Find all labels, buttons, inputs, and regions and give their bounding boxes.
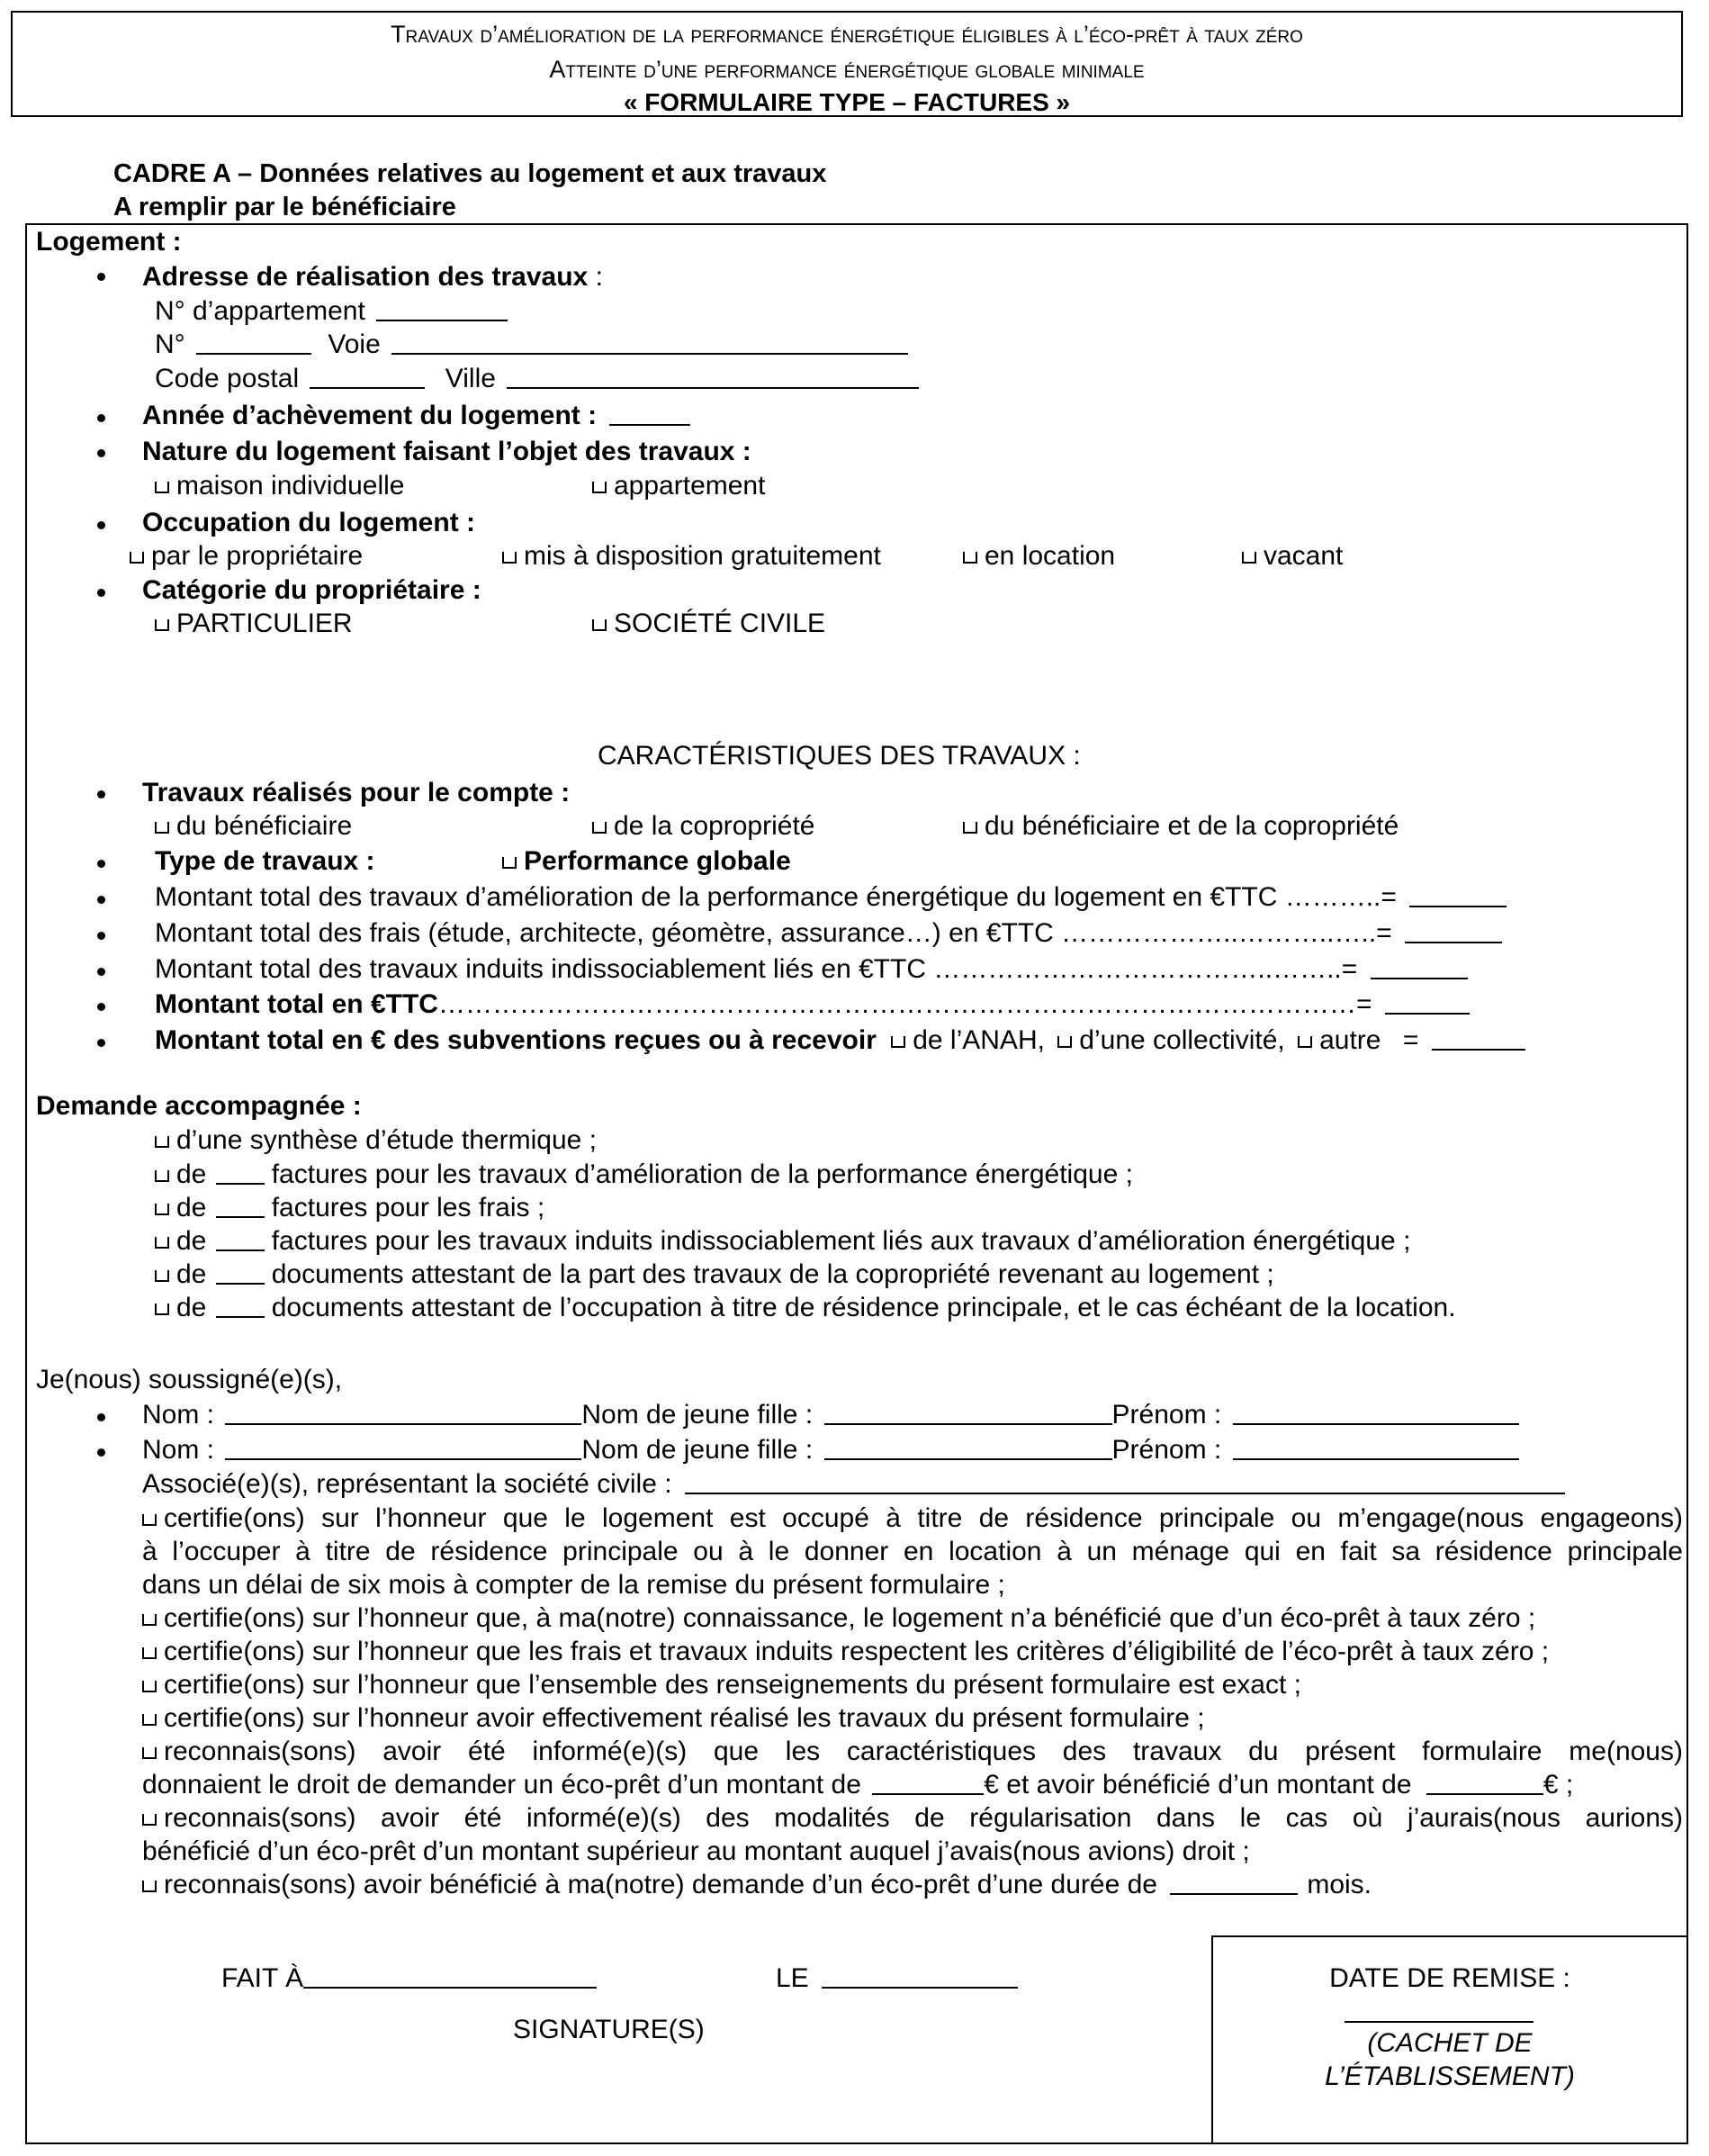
checkbox-icon	[155, 619, 169, 631]
num-label: N°	[155, 329, 185, 359]
voie-row	[155, 331, 908, 358]
checkbox-icon	[142, 1514, 157, 1526]
montant-beneficie-field[interactable]	[1426, 1772, 1543, 1795]
demande-docs-occupation[interactable]: de documents attestant de l’occupation à titre de résidence principale, et le cas échéant de la location.	[155, 1295, 1456, 1322]
occ-opt-vacant[interactable]: vacant	[1242, 543, 1343, 570]
cert-residence-l1[interactable]: certifie(ons) sur l’honneur que le logement est occupé à titre de résidence principale ou m’engage(nous engageons)	[142, 1505, 1683, 1532]
ville-label: Ville	[445, 364, 496, 393]
fait-a-label: FAIT À	[221, 1963, 304, 1993]
checkbox-icon	[130, 552, 144, 564]
montant-droit-label: donnaient le droit de demander un éco-prêt d’un montant de	[142, 1770, 861, 1800]
bullet	[97, 896, 105, 904]
occ-opt-proprietaire[interactable]: par le propriétaire	[130, 543, 363, 570]
bullet	[97, 273, 105, 281]
cert-exact[interactable]: certifie(ons) sur l’honneur que l’ensemble des renseignements du présent formulaire est exact ;	[142, 1672, 1301, 1699]
header-line-2: Atteinte d’une performance énergétique globale minimale	[549, 56, 1145, 83]
bullet	[97, 790, 105, 798]
checkbox-icon	[142, 1814, 157, 1826]
montant-total-row	[155, 991, 1470, 1018]
categorie-label: Catégorie du propriétaire :	[142, 575, 481, 605]
montant-frais-field[interactable]	[1405, 920, 1502, 943]
compte-opt-both[interactable]: du bénéficiaire et de la copropriété	[963, 813, 1399, 840]
cp-row	[155, 365, 919, 392]
checkbox-icon	[592, 619, 607, 631]
checkbox-icon	[155, 1304, 169, 1315]
checkbox-icon	[155, 1204, 169, 1215]
cp-label: Code postal	[155, 364, 300, 393]
checkbox-icon	[1298, 1036, 1312, 1048]
subventions-eq: =	[1402, 1025, 1419, 1055]
annee-row	[142, 402, 690, 429]
montant-induits-label: Montant total des travaux induits indissociablement liés en €TTC ………………………………..……..=	[155, 954, 1358, 984]
voie-field[interactable]	[391, 331, 908, 355]
checkbox-icon	[1057, 1036, 1072, 1048]
njf-label: Nom de jeune fille :	[581, 1400, 814, 1430]
section-travaux-title: CARACTÉRISTIQUES DES TRAVAUX :	[598, 741, 1081, 771]
bullet	[97, 1003, 105, 1011]
count-field[interactable]	[216, 1228, 265, 1251]
cert-residence-l2: à l’occuper à titre de résidence principale ou à le donner en location à un ménage qui en fait sa résidence principale	[142, 1537, 1683, 1566]
subv-opt-autre[interactable]: autre	[1298, 1025, 1381, 1055]
montant-induits-field[interactable]	[1371, 956, 1468, 979]
checkbox-icon	[502, 857, 517, 869]
le-row	[776, 1965, 1018, 1992]
prenom-label: Prénom :	[1111, 1435, 1222, 1465]
bullet	[97, 521, 105, 529]
checkbox-icon	[142, 1681, 157, 1692]
date-remise-line[interactable]	[1345, 2021, 1534, 2023]
cat-opt-particulier[interactable]: PARTICULIER	[155, 610, 353, 637]
bullet	[97, 449, 105, 457]
njf-field[interactable]	[824, 1437, 1112, 1460]
apt-field[interactable]	[376, 298, 508, 321]
cadre-title: CADRE A – Données relatives au logement et aux travaux	[113, 159, 827, 188]
montant-total-field[interactable]	[1385, 991, 1470, 1015]
reconnais-duree[interactable]: reconnais(sons) avoir bénéficié à ma(notre) demande d’un éco-prêt d’une durée de mois.	[142, 1872, 1372, 1899]
reconnais-montant-l2	[142, 1772, 1573, 1799]
montant-frais-label: Montant total des frais (étude, architecte, géomètre, assurance…) en €TTC ………………..………..…..=	[155, 918, 1392, 948]
section-demande-title: Demande accompagnée :	[36, 1091, 362, 1121]
checkbox-icon	[963, 552, 977, 564]
apt-label: N° d’appartement	[155, 296, 365, 326]
le-label: LE	[776, 1963, 809, 1993]
cadre-subtitle: A remplir par le bénéficiaire	[113, 193, 456, 221]
checkbox-icon	[1242, 552, 1256, 564]
checkbox-icon	[155, 482, 169, 493]
checkbox-icon	[891, 1036, 905, 1048]
fait-a-field[interactable]	[303, 1965, 597, 1989]
checkbox-icon	[155, 1170, 169, 1182]
declaration-intro: Je(nous) soussigné(e)(s),	[36, 1365, 343, 1394]
checkbox-icon	[155, 1270, 169, 1282]
checkbox-icon	[155, 1136, 169, 1148]
prenom-field[interactable]	[1233, 1402, 1519, 1425]
demande-factures-frais[interactable]: de factures pour les frais ;	[155, 1195, 544, 1222]
section-logement-title: Logement :	[36, 227, 182, 257]
num-field[interactable]	[196, 331, 311, 355]
bullet	[97, 932, 105, 940]
cert-realise[interactable]: certifie(ons) sur l’honneur avoir effectivement réalisé les travaux du présent formulaire ;	[142, 1705, 1205, 1732]
demande-factures-induits[interactable]: de factures pour les travaux induits indissociablement liés aux travaux d’amélioration énergétique ;	[155, 1228, 1410, 1255]
nom-field[interactable]	[225, 1402, 581, 1425]
checkbox-icon	[592, 482, 607, 493]
subventions-label: Montant total en € des subventions reçues ou à recevoir	[155, 1025, 877, 1055]
checkbox-icon	[155, 822, 169, 834]
checkbox-icon	[502, 552, 517, 564]
annee-field[interactable]	[609, 402, 690, 426]
montant-induits-row	[155, 956, 1468, 983]
montant-travaux-field[interactable]	[1409, 884, 1507, 907]
count-field[interactable]	[216, 1295, 265, 1318]
bullet	[97, 968, 105, 976]
bullet	[97, 1413, 105, 1421]
date-field[interactable]	[822, 1965, 1018, 1989]
prenom-label: Prénom :	[1111, 1400, 1222, 1430]
montant-total-dots: …………………………………………………………………………………………=	[437, 989, 1372, 1019]
checkbox-icon	[963, 822, 977, 834]
identity-row-1	[142, 1402, 1519, 1429]
checkbox-icon	[155, 1237, 169, 1249]
type-label: Type de travaux :	[155, 846, 375, 876]
bullet	[97, 1448, 105, 1457]
bullet	[97, 414, 105, 422]
signatures-label: SIGNATURE(S)	[513, 2015, 705, 2044]
reconnais-regularisation-l1[interactable]: reconnais(sons) avoir été informé(e)(s) des modalités de régularisation dans le cas où j’aurais(nous aurions)	[142, 1805, 1683, 1832]
nature-opt-maison[interactable]: maison individuelle	[155, 473, 404, 500]
type-opt-performance-globale[interactable]: Performance globale	[502, 848, 791, 875]
montant-travaux-row	[155, 884, 1507, 911]
compte-label: Travaux réalisés pour le compte :	[142, 778, 571, 807]
checkbox-icon	[142, 1714, 157, 1726]
fait-a-row	[221, 1965, 597, 1992]
associe-label: Associé(e)(s), représentant la société civile :	[142, 1469, 672, 1499]
checkbox-icon	[142, 1647, 157, 1659]
identity-row-2	[142, 1437, 1519, 1464]
cat-opt-societe-civile[interactable]: SOCIÉTÉ CIVILE	[592, 610, 825, 637]
compte-opt-beneficiaire[interactable]: du bénéficiaire	[155, 813, 352, 840]
subventions-field[interactable]	[1432, 1027, 1525, 1051]
ville-field[interactable]	[507, 365, 919, 389]
associe-row	[142, 1471, 1565, 1498]
montant-beneficie-label: € et avoir bénéficié d’un montant de	[984, 1770, 1412, 1800]
duree-field[interactable]	[1170, 1872, 1298, 1895]
cert-unique-pret[interactable]: certifie(ons) sur l’honneur que, à ma(notre) connaissance, le logement n’a bénéficié que d’un éco-prêt à taux zéro ;	[142, 1605, 1535, 1632]
checkbox-icon	[142, 1747, 157, 1759]
nature-label: Nature du logement faisant l’objet des travaux :	[142, 437, 751, 466]
occ-opt-gratuit[interactable]: mis à disposition gratuitement	[502, 543, 881, 570]
subv-opt-collectivite[interactable]: d’une collectivité,	[1057, 1025, 1284, 1055]
subventions-row	[155, 1027, 1525, 1054]
nom-label: Nom :	[142, 1435, 215, 1465]
cert-residence-l3: dans un délai de six mois à compter de la remise du présent formulaire ;	[142, 1570, 1005, 1600]
adresse-label: Adresse de réalisation des travaux :	[142, 262, 603, 292]
occ-opt-location[interactable]: en location	[963, 543, 1115, 570]
bullet	[97, 589, 105, 597]
checkbox-icon	[142, 1881, 157, 1892]
montant-droit-field[interactable]	[872, 1772, 984, 1795]
montant-total-label: Montant total en €TTC	[155, 989, 438, 1019]
cp-field[interactable]	[310, 365, 425, 389]
njf-field[interactable]	[824, 1402, 1112, 1425]
cachet-line-2: L’ÉTABLISSEMENT)	[1325, 2061, 1575, 2091]
form-header	[11, 11, 1683, 117]
demande-docs-copropriete[interactable]: de documents attestant de la part des travaux de la copropriété revenant au logement ;	[155, 1261, 1274, 1288]
header-line-3: « FORMULAIRE TYPE – FACTURES »	[623, 88, 1071, 116]
demande-synthese[interactable]: d’une synthèse d’étude thermique ;	[155, 1127, 597, 1154]
occupation-label: Occupation du logement :	[142, 508, 476, 537]
associe-field[interactable]	[685, 1471, 1565, 1494]
montant-travaux-label: Montant total des travaux d’amélioration de la performance énergétique du logement en €TTC ………..=	[155, 882, 1397, 912]
montant-frais-row	[155, 920, 1502, 947]
cert-criteres[interactable]: certifie(ons) sur l’honneur que les frais et travaux induits respectent les critères d’éligibilité de l’éco-prêt à taux zéro ;	[142, 1638, 1549, 1665]
cachet-line-1: (CACHET DE	[1367, 2028, 1533, 2058]
header-line-1: Travaux d’amélioration de la performance énergétique éligibles à l’éco-prêt à taux zéro	[391, 21, 1303, 48]
subv-opt-anah[interactable]: de l’ANAH,	[891, 1025, 1045, 1055]
prenom-field[interactable]	[1233, 1437, 1519, 1460]
checkbox-icon	[592, 822, 607, 834]
count-field[interactable]	[216, 1261, 265, 1285]
bullet	[97, 860, 105, 868]
njf-label: Nom de jeune fille :	[581, 1435, 814, 1465]
date-remise-label: DATE DE REMISE :	[1329, 1963, 1570, 1993]
reconnais-regularisation-l2: bénéficié d’un éco-prêt d’un montant supérieur au montant auquel j’avais(nous avions) droit ;	[142, 1836, 1250, 1866]
compte-opt-copropriete[interactable]: de la copropriété	[592, 813, 814, 840]
count-field[interactable]	[216, 1195, 265, 1218]
count-field[interactable]	[216, 1161, 265, 1185]
nom-field[interactable]	[225, 1437, 581, 1460]
bullet	[97, 1039, 105, 1047]
nature-opt-appartement[interactable]: appartement	[592, 473, 765, 500]
nom-label: Nom :	[142, 1400, 215, 1430]
euro-suffix: € ;	[1543, 1770, 1574, 1800]
voie-label: Voie	[328, 329, 381, 359]
reconnais-montant-l1[interactable]: reconnais(sons) avoir été informé(e)(s) que les caractéristiques des travaux du présent formulaire me(nous)	[142, 1738, 1683, 1765]
demande-factures-travaux[interactable]: de factures pour les travaux d’amélioration de la performance énergétique ;	[155, 1161, 1133, 1188]
annee-label: Année d’achèvement du logement :	[142, 401, 598, 430]
apt-row	[155, 298, 508, 325]
checkbox-icon	[142, 1614, 157, 1626]
